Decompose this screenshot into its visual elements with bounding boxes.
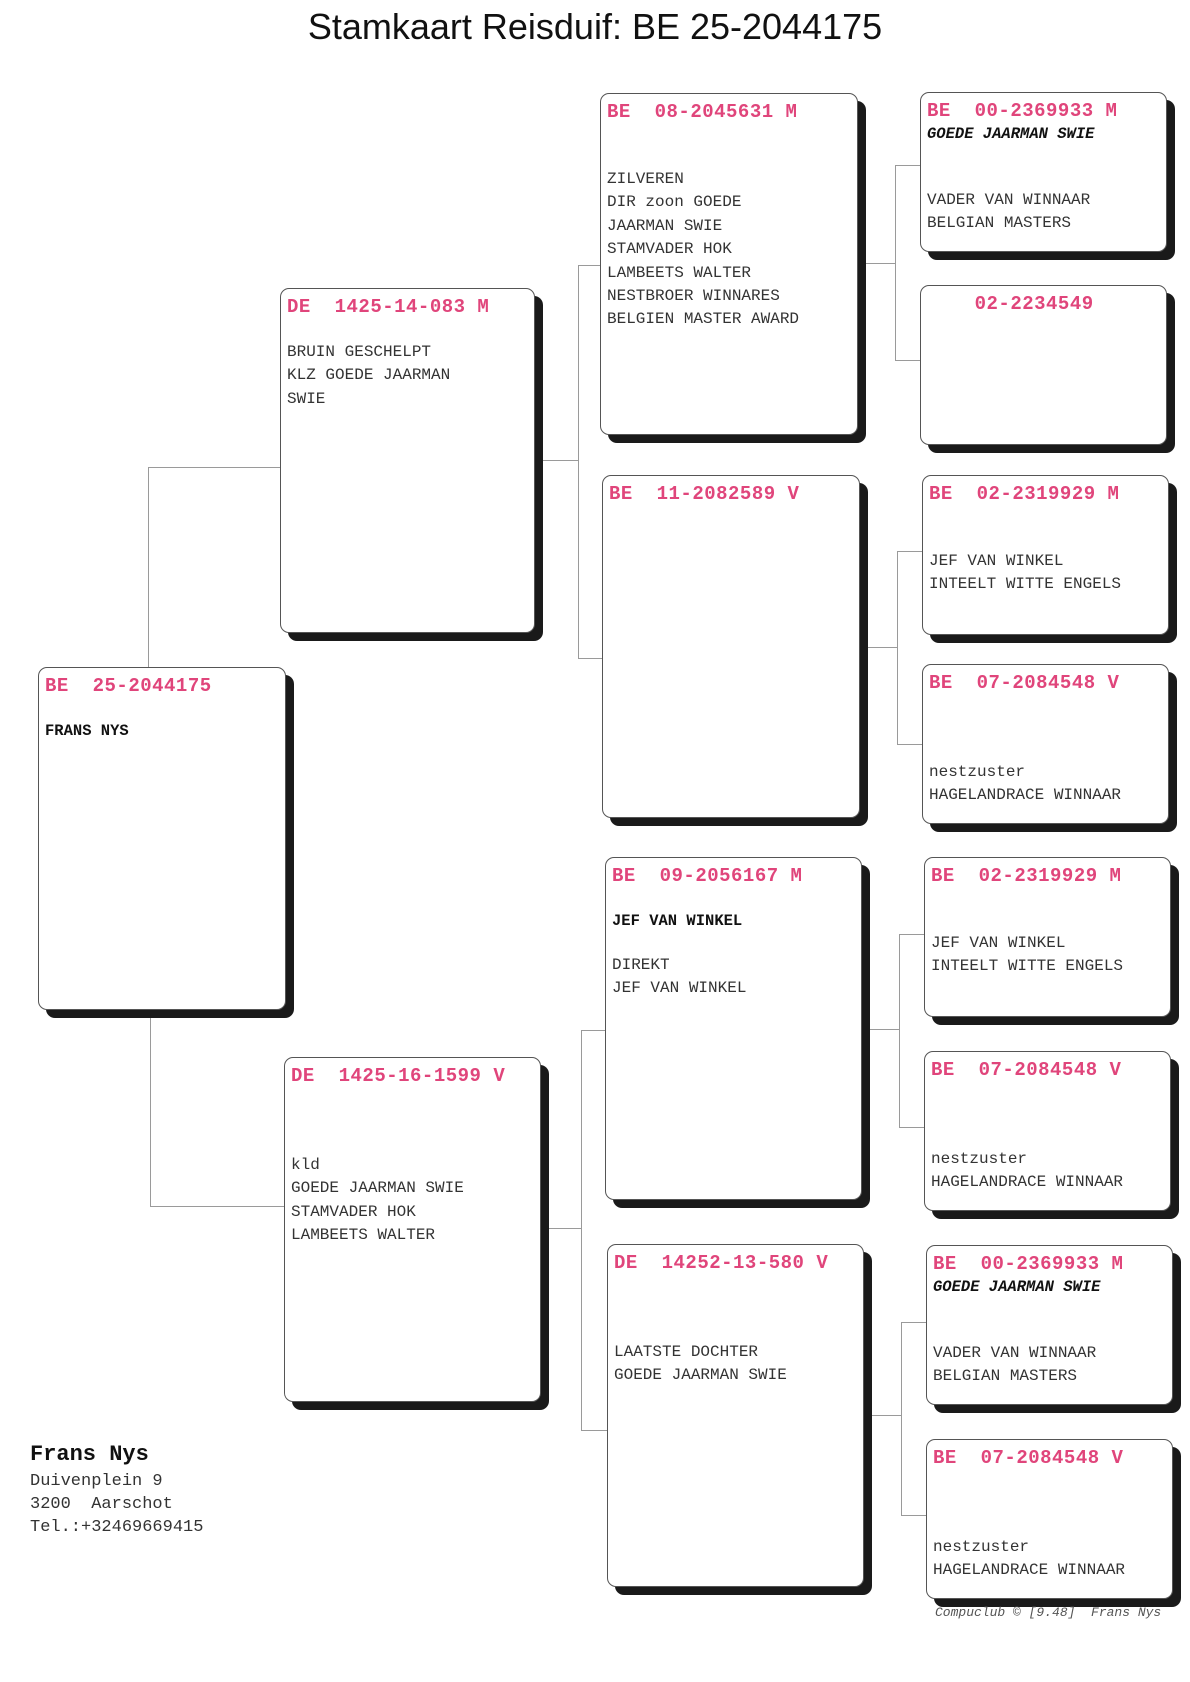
connector <box>581 1030 582 1430</box>
spacer <box>614 1319 857 1341</box>
spacer <box>931 1104 1164 1126</box>
connector <box>864 1415 901 1416</box>
pigeon-name: GOEDE JAARMAN SWIE <box>933 1278 1101 1296</box>
spacer <box>929 506 1162 528</box>
spacer <box>929 739 1162 761</box>
ring-number: BE 11-2082589 V <box>609 483 800 505</box>
spacer <box>933 1320 1166 1342</box>
spacer <box>927 145 1160 167</box>
connector <box>148 467 280 468</box>
page-title: Stamkaart Reisduif: BE 25-2044175 <box>307 6 883 47</box>
great-grandparent-card-2[interactable] <box>920 285 1167 445</box>
spacer <box>931 888 1164 910</box>
connector <box>150 1010 151 1206</box>
connector <box>895 360 920 361</box>
great-grandparent-card-1[interactable] <box>920 92 1167 252</box>
spacer <box>45 698 279 720</box>
connector <box>581 1030 605 1031</box>
ring-number: DE 14252-13-580 V <box>614 1252 829 1274</box>
ring-number: BE 25-2044175 <box>45 675 212 697</box>
ring-number: BE 07-2084548 V <box>929 672 1120 694</box>
spacer <box>931 1126 1164 1148</box>
connector <box>578 265 579 658</box>
connector <box>541 1228 581 1229</box>
connector <box>901 1322 926 1323</box>
spacer <box>607 124 851 146</box>
connector <box>899 934 900 1127</box>
owner-city: 3200 Aarschot <box>30 1495 173 1514</box>
pigeon-description: VADER VAN WINNAAR BELGIAN MASTERS <box>933 1344 1097 1386</box>
connector <box>897 744 922 745</box>
pigeon-description: JEF VAN WINKEL INTEELT WITTE ENGELS <box>929 552 1122 594</box>
pigeon-description: nestzuster HAGELANDRACE WINNAAR <box>931 1150 1124 1192</box>
connector <box>899 934 924 935</box>
ring-number: BE 02-2319929 M <box>929 483 1120 505</box>
pigeon-description: ZILVEREN DIR zoon GOEDE JAARMAN SWIE STAMVADER HOK LAMBEETS WALTER NESTBROER WINNARES BELGIEN MASTER AWARD <box>607 170 800 329</box>
connector <box>901 1322 902 1515</box>
spacer <box>929 528 1162 550</box>
connector <box>897 551 922 552</box>
pigeon-description: VADER VAN WINNAAR BELGIAN MASTERS <box>927 191 1091 233</box>
great-grandparent-card-5[interactable] <box>924 857 1171 1017</box>
grandsire-paternal-card[interactable] <box>600 93 858 435</box>
footer-credit: Compuclub © [9.48] Frans Nys <box>935 1605 1162 1620</box>
pigeon-description: JEF VAN WINKEL INTEELT WITTE ENGELS <box>931 934 1124 976</box>
spacer <box>614 1275 857 1297</box>
spacer <box>933 1470 1166 1492</box>
spacer <box>614 1297 857 1319</box>
spacer <box>291 1132 534 1154</box>
pigeon-description: nestzuster HAGELANDRACE WINNAAR <box>933 1538 1126 1580</box>
spacer <box>931 910 1164 932</box>
spacer <box>927 167 1160 189</box>
granddam-maternal-card[interactable] <box>607 1244 864 1587</box>
spacer <box>287 319 528 341</box>
pigeon-name: GOEDE JAARMAN SWIE <box>927 125 1095 143</box>
pigeon-description: kld GOEDE JAARMAN SWIE STAMVADER HOK LAMBEETS WALTER <box>291 1156 464 1245</box>
connector <box>858 263 895 264</box>
connector <box>578 658 602 659</box>
connector <box>581 1430 607 1431</box>
pigeon-name: JEF VAN WINKEL <box>612 912 743 930</box>
pigeon-description: nestzuster HAGELANDRACE WINNAAR <box>929 763 1122 805</box>
dam-card[interactable] <box>284 1057 541 1402</box>
ring-number: DE 1425-14-083 M <box>287 296 490 318</box>
spacer <box>612 932 855 954</box>
connector <box>895 165 920 166</box>
great-grandparent-card-8[interactable] <box>926 1439 1173 1599</box>
spacer <box>933 1514 1166 1536</box>
spacer <box>929 695 1162 717</box>
pigeon-description: LAATSTE DOCHTER GOEDE JAARMAN SWIE <box>614 1343 787 1385</box>
owner-street: Duivenplein 9 <box>30 1472 163 1491</box>
connector <box>895 165 896 360</box>
grandsire-maternal-card[interactable] <box>605 857 862 1200</box>
spacer <box>929 717 1162 739</box>
connector <box>148 467 149 667</box>
spacer <box>291 1088 534 1110</box>
spacer <box>931 1082 1164 1104</box>
connector <box>862 1029 899 1030</box>
granddam-paternal-card[interactable] <box>602 475 860 818</box>
owner-phone: Tel.:+32469669415 <box>30 1518 204 1537</box>
spacer <box>291 1110 534 1132</box>
spacer <box>933 1298 1166 1320</box>
sire-card[interactable] <box>280 288 535 633</box>
connector <box>899 1127 924 1128</box>
spacer <box>933 1492 1166 1514</box>
pigeon-description: DIREKT JEF VAN WINKEL <box>612 956 747 998</box>
great-grandparent-card-7[interactable] <box>926 1245 1173 1405</box>
owner-address-block <box>30 1440 203 1539</box>
connector <box>150 1206 284 1207</box>
ring-number: BE 09-2056167 M <box>612 865 803 887</box>
ring-number: BE 08-2045631 M <box>607 101 798 123</box>
ring-number: DE 1425-16-1599 V <box>291 1065 506 1087</box>
connector <box>860 647 897 648</box>
great-grandparent-card-6[interactable] <box>924 1051 1171 1211</box>
ring-number: BE 00-2369933 M <box>927 100 1118 122</box>
ring-number: BE 07-2084548 V <box>933 1447 1124 1469</box>
great-grandparent-card-3[interactable] <box>922 475 1169 635</box>
connector <box>897 551 898 744</box>
subject-pigeon-card[interactable] <box>38 667 286 1010</box>
connector <box>901 1515 926 1516</box>
ring-number: BE 00-2369933 M <box>933 1253 1124 1275</box>
ring-number: BE 07-2084548 V <box>931 1059 1122 1081</box>
ring-number: BE 02-2319929 M <box>931 865 1122 887</box>
spacer <box>607 146 851 168</box>
ring-number: 02-2234549 <box>927 293 1094 315</box>
great-grandparent-card-4[interactable] <box>922 664 1169 824</box>
spacer <box>612 888 855 910</box>
pigeon-description: BRUIN GESCHELPT KLZ GOEDE JAARMAN SWIE <box>287 343 451 408</box>
connector <box>578 265 600 266</box>
connector <box>535 460 578 461</box>
owner-name: Frans Nys <box>30 1442 149 1467</box>
pigeon-name: FRANS NYS <box>45 722 129 740</box>
